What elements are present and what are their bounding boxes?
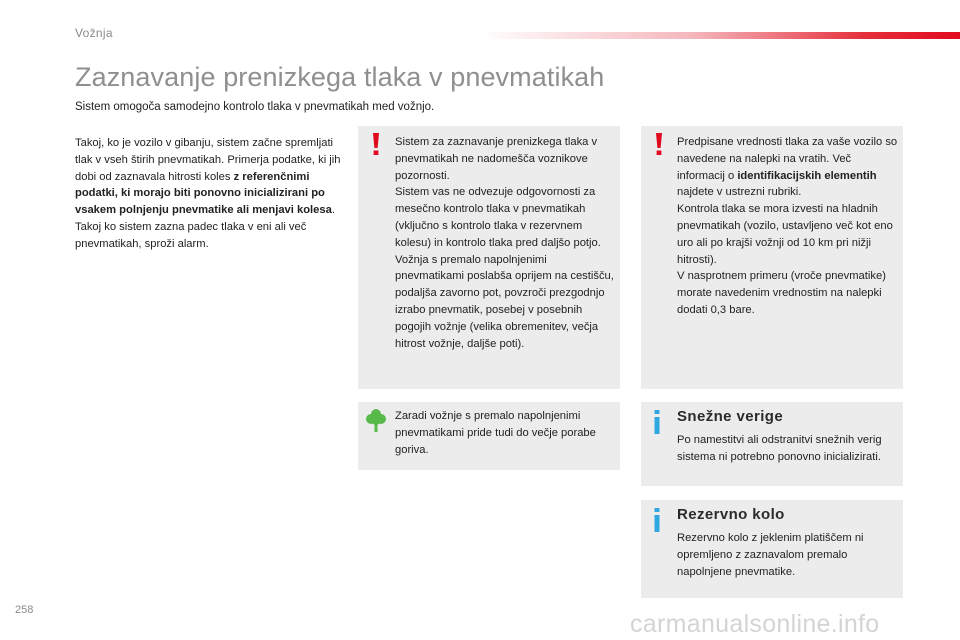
snow-chains-text: Po namestitvi ali odstranitvi snežnih verig sistema ni potrebno ponovno inicializirati. — [677, 434, 882, 463]
info-box-spare-wheel — [641, 500, 903, 598]
header-accent-bar — [480, 32, 960, 39]
warning-box-1-p2: Sistem vas ne odvezuje odgovornosti za mesečno kontrolo tlaka v pnevmatikah (vključno s kontrolo tlaka v rezervnem kolesu) in kontrolo tlaka pred daljšo potjo. — [395, 186, 601, 249]
exclamation-icon — [652, 132, 666, 156]
exclamation-icon — [369, 132, 383, 156]
spare-wheel-title: Rezervno kolo — [677, 506, 785, 523]
page-number: 258 — [15, 604, 34, 616]
info-box-snow-chains — [641, 402, 903, 486]
left-paragraph-1-end: . — [331, 204, 335, 217]
watermark: carmanualsonline.info — [630, 610, 880, 638]
page-title: Zaznavanje prenizkega tlaka v pnevmatikah — [75, 62, 605, 92]
warning-box-pressure-responsibility — [358, 126, 620, 389]
warning-box-2-p3: V nasprotnem primeru (vroče pnevmatike) morate navedenim vrednostim na nalepki dodati 0,3 bare. — [677, 270, 886, 316]
warning-box-2-p1-text: Predpisane vrednosti tlaka za vaše vozilo so navedene na nalepki na vratih. Več informacij o — [677, 136, 898, 182]
warning-box-pressure-values — [641, 126, 903, 389]
warning-box-2-p2: Kontrola tlaka se mora izvesti na hladnih pnevmatikah (vozilo, ustavljeno več kot eno uro ali po krajši vožnji od 10 km pri nižji hitrosti). — [677, 203, 893, 266]
eco-box-fuel-consumption — [358, 402, 620, 470]
left-paragraph-1-text: Takoj, ko je vozilo v gibanju, sistem začne spremljati tlak v vseh štirih pnevmatikah. Primerja podatke, ki jih dobi od zaznavala hitrosti koles — [75, 137, 341, 183]
left-column — [75, 135, 343, 253]
warning-box-1-p3: Vožnja s premalo napolnjenimi pnevmatikami poslabša oprijem na cestišču, podaljša zavorno pot, povzroči prezgodnjo izrabo pnevmatik, posebej v posebnih pogojih vožnje (velika obremenitev, večja hitrost vožnje, daljše poti). — [395, 253, 614, 350]
warning-box-1-text — [395, 134, 617, 352]
warning-box-1-p1: Sistem za zaznavanje prenizkega tlaka v pnevmatikah ne nadomešča voznikove pozornosti. — [395, 136, 598, 182]
info-icon — [652, 508, 662, 532]
info-icon — [652, 410, 662, 434]
left-paragraph-2: Takoj ko sistem zazna padec tlaka v eni ali več pnevmatikah, sproži alarm. — [75, 220, 307, 250]
leaf-icon — [365, 408, 387, 432]
snow-chains-title: Snežne verige — [677, 408, 784, 425]
warning-box-2-p1-bold: identifikacijskih elementih — [737, 169, 877, 182]
eco-box-text: Zaradi vožnje s premalo napolnjenimi pnevmatikami pride tudi do večje porabe goriva. — [395, 410, 596, 456]
intro-text: Sistem omogoča samodejno kontrolo tlaka v pnevmatikah med vožnjo. — [75, 101, 435, 113]
warning-box-2-text — [677, 134, 901, 319]
warning-box-2-p1-end: najdete v ustrezni rubriki. — [677, 186, 802, 199]
section-label: Vožnja — [75, 26, 113, 40]
left-paragraph-1-bold: z referenčnimi podatki, ki morajo biti ponovno inicializirani po vsakem polnjenju pnevmatike ali menjavi kolesa — [75, 170, 332, 217]
spare-wheel-text: Rezervno kolo z jeklenim platiščem ni opremljeno z zaznavalom premalo napolnjene pnevmatike. — [677, 532, 864, 578]
